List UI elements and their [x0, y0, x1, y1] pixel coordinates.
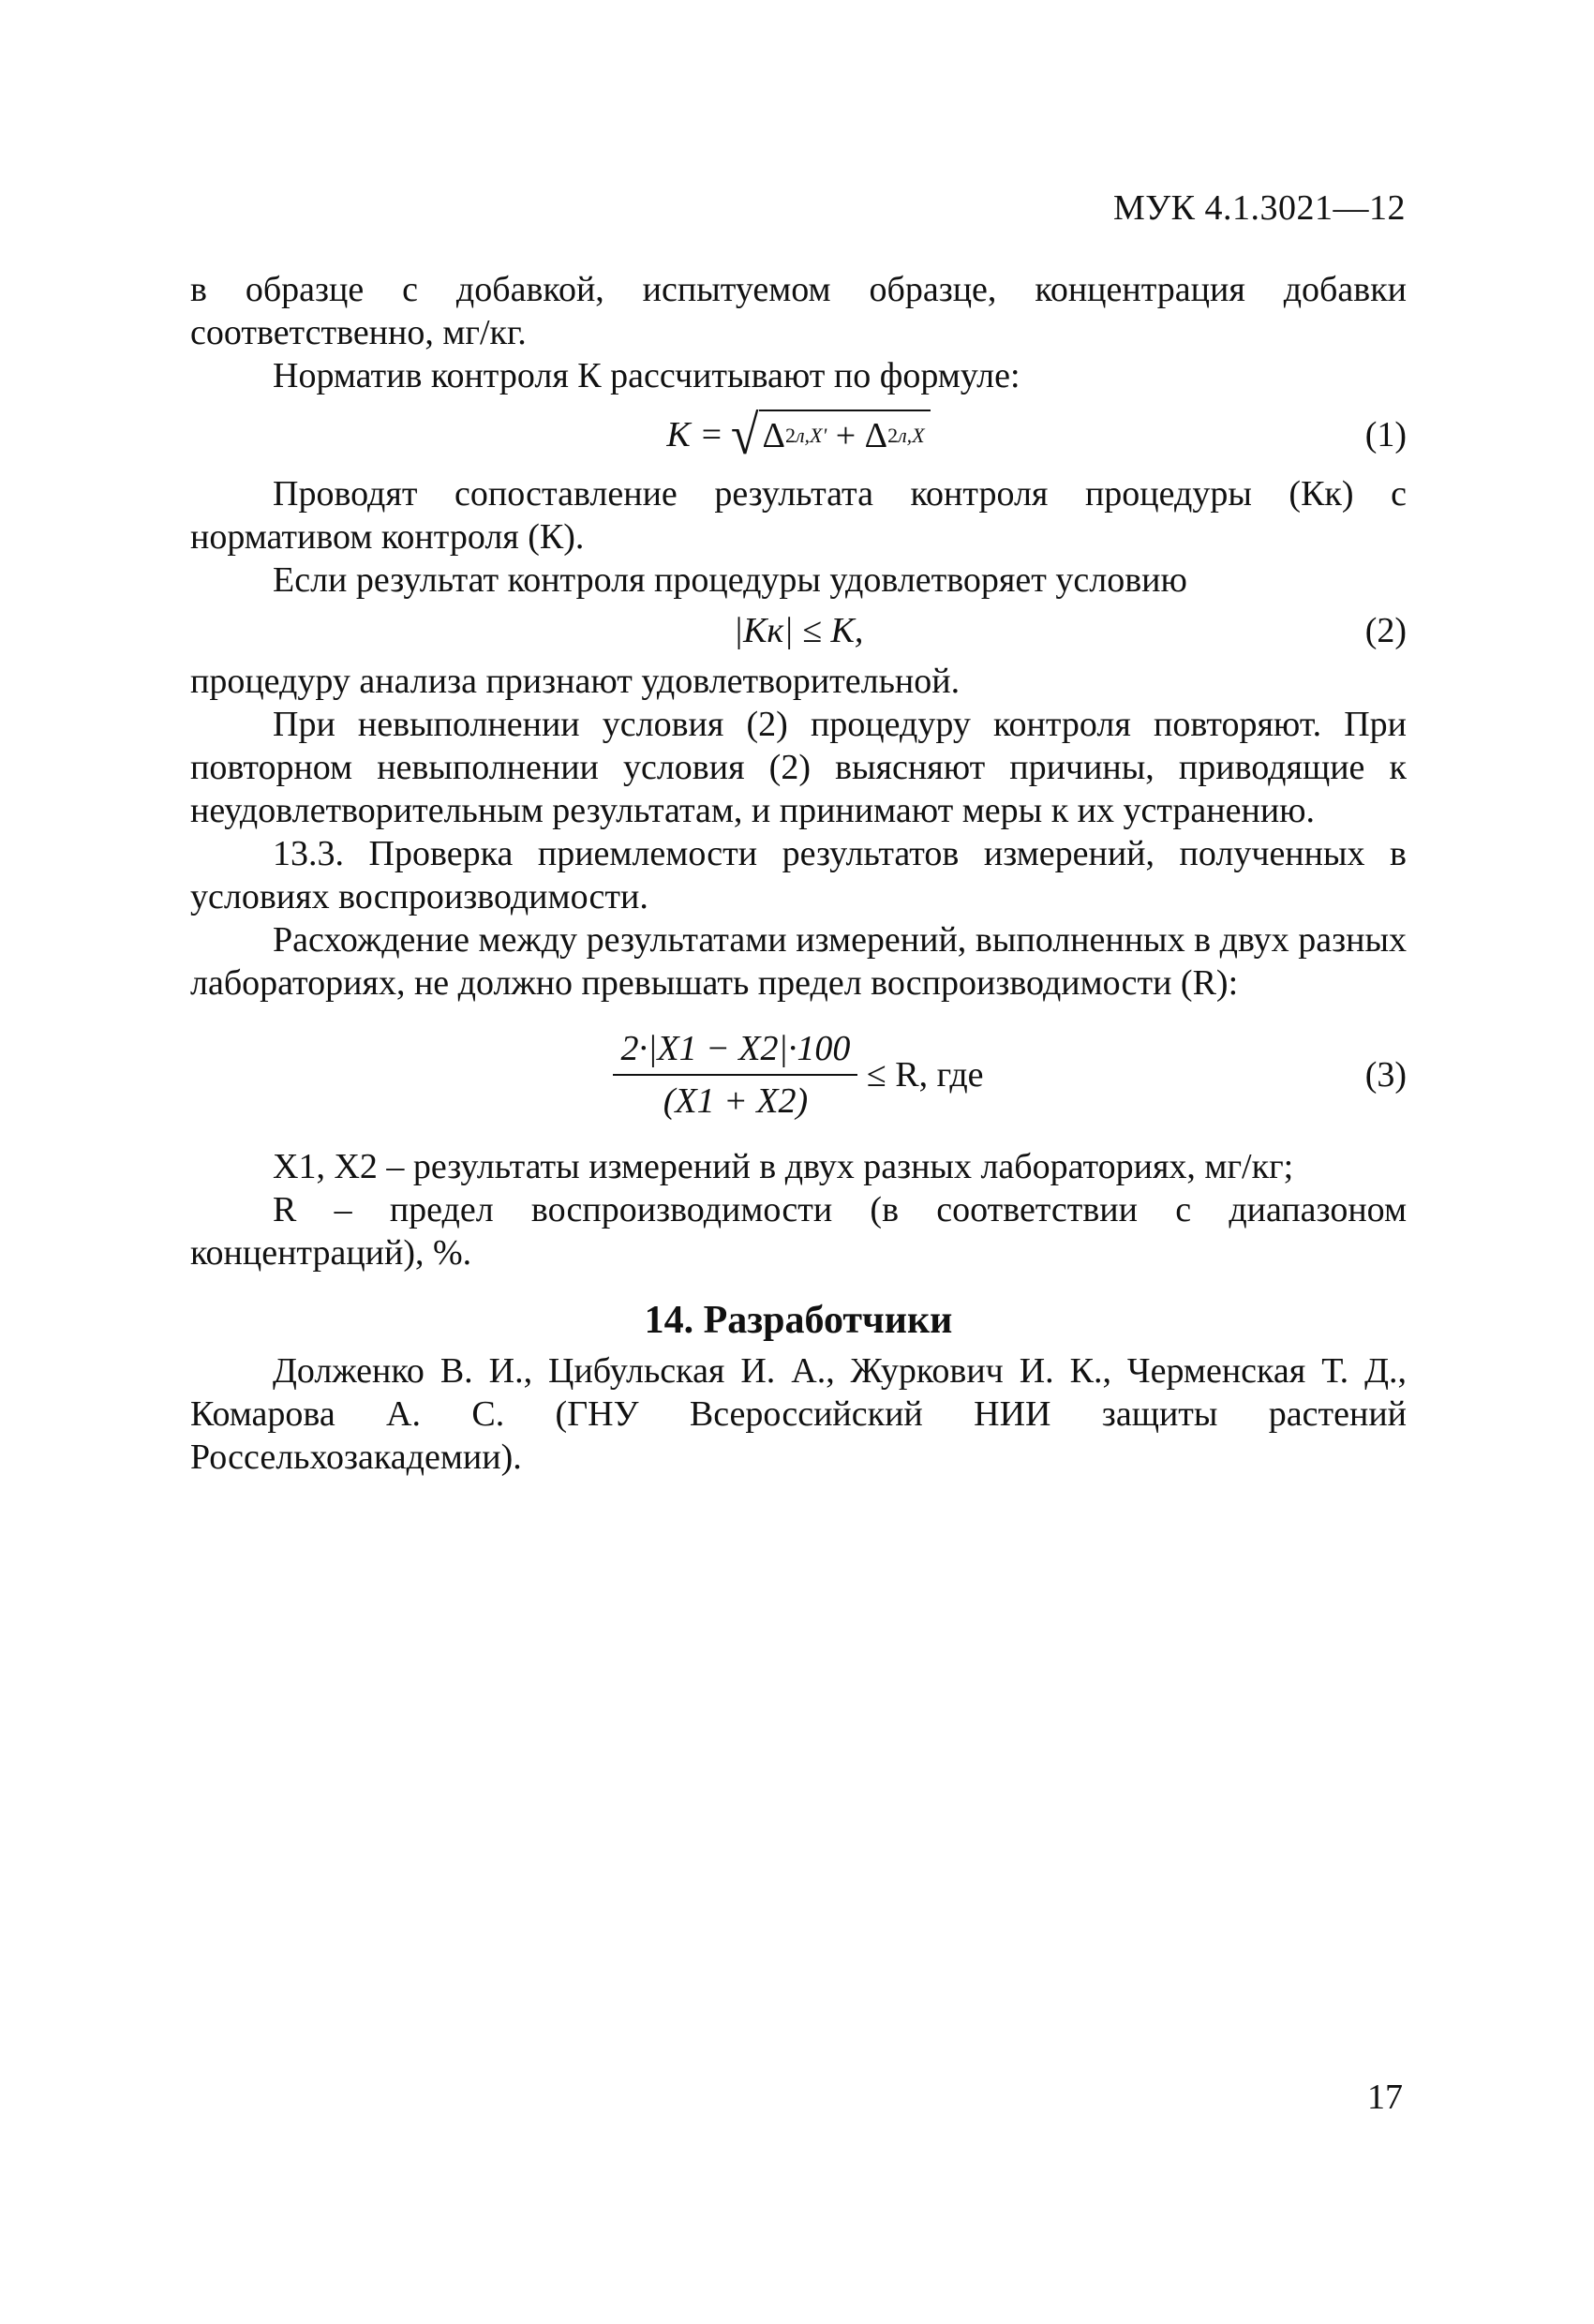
document-code-header: МУК 4.1.3021—12 — [1112, 188, 1406, 228]
developers-paragraph: Долженко В. И., Цибульская И. А., Журкович И. К., Черменская Т. Д., Комарова А. С. (ГНУ Всероссийский НИИ защиты растений Россельхозакадемии). — [190, 1351, 1407, 1477]
paragraph: R – предел воспроизводимости (в соответствии с диапазоном концентраций), %. — [190, 1190, 1407, 1273]
square-root — [730, 404, 931, 466]
document-body — [190, 268, 1407, 1479]
radical-sign-icon: √ — [730, 404, 759, 466]
formula-1-lhs: K = — [666, 415, 723, 454]
formula-3-body — [613, 1027, 983, 1123]
equation-number: (1) — [1364, 415, 1407, 454]
equation-number: (3) — [1364, 1055, 1407, 1095]
formula-2 — [190, 602, 1407, 660]
page-number: 17 — [1367, 2078, 1403, 2117]
paragraph: X1, X2 – результаты измерений в двух разных лабораториях, мг/кг; — [273, 1147, 1294, 1186]
paragraph: Расхождение между результатами измерений, выполненных в двух разных лабораториях, не должно превышать предел воспроизводимости (R): — [190, 920, 1407, 1003]
paragraph: процедуру анализа признают удовлетворительной. — [190, 662, 961, 701]
formula-1 — [190, 397, 1407, 472]
paragraph: Проводят сопоставление результата контроля процедуры (Кк) с нормативом контроля (К). — [190, 474, 1407, 557]
equation-number: (2) — [1364, 611, 1407, 650]
formula-3-rhs: ≤ R, где — [866, 1055, 984, 1095]
paragraph: Норматив контроля К рассчитывают по формуле: — [273, 356, 1020, 395]
fraction-denominator: (X1 + X2) — [663, 1081, 809, 1121]
formula-1-body — [666, 404, 930, 466]
paragraph: При невыполнении условия (2) процедуру контроля повторяют. При повторном невыполнении условия (2) выясняют причины, приводящие к неудовлетворительным результатам, и принимают меры к их устранению. — [190, 705, 1407, 830]
paragraph: 13.3. Проверка приемлемости результатов измерений, полученных в условиях воспроизводимости. — [190, 834, 1407, 916]
fraction-numerator: 2·|X1 − X2|·100 — [613, 1027, 857, 1076]
formula-3 — [190, 1005, 1407, 1145]
formula-2-body: |Kк| ≤ K, — [733, 611, 864, 650]
paragraph: в образце с добавкой, испытуемом образце, концентрация добавки соответственно, мг/кг. — [190, 270, 1407, 352]
fraction — [613, 1027, 857, 1123]
radicand: Δ 2 л,X' + Δ 2 л,X — [759, 410, 931, 460]
paragraph: Если результат контроля процедуры удовлетворяет условию — [273, 560, 1187, 600]
section-heading: 14. Разработчики — [644, 1299, 953, 1342]
